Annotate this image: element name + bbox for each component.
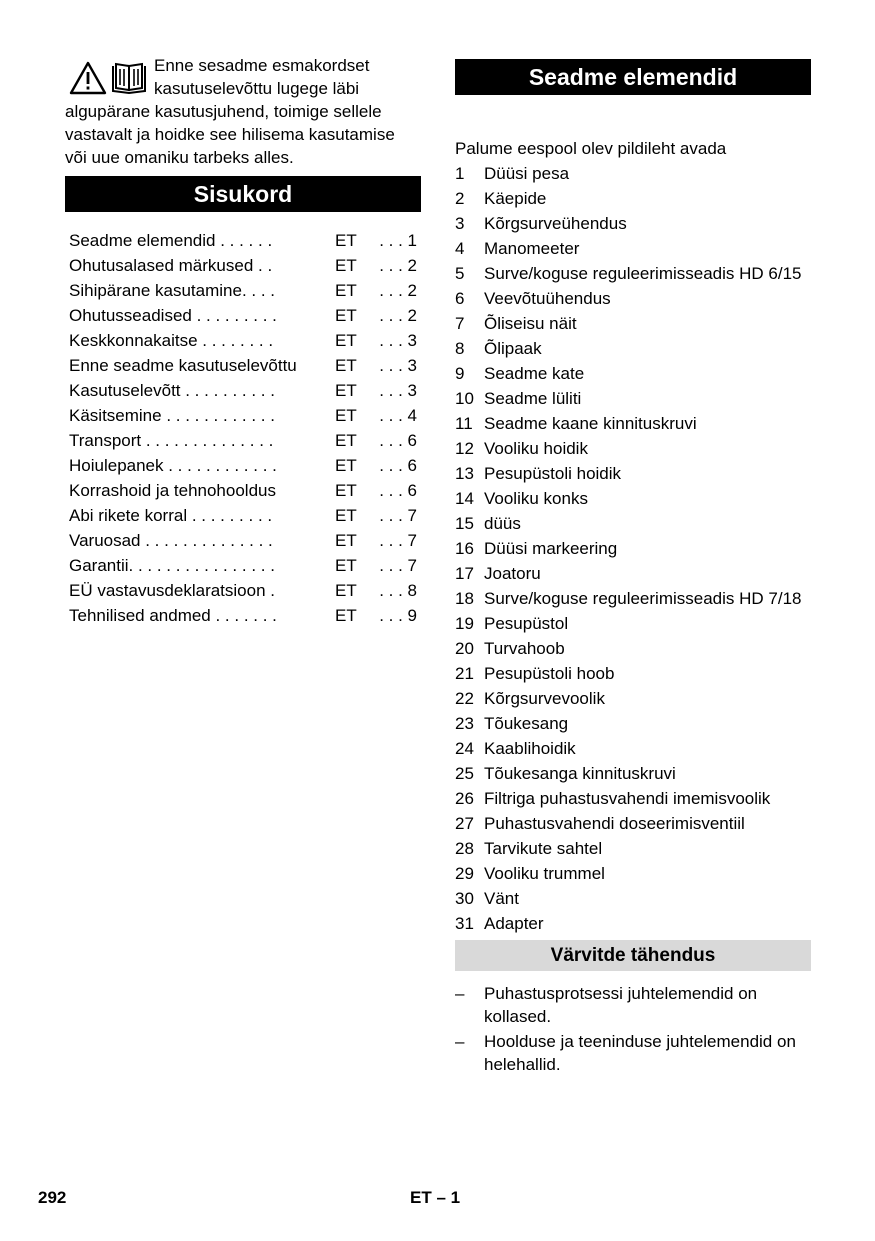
list-item: [455, 912, 811, 935]
item-number: 6: [455, 289, 465, 308]
toc-entry-title: Käsitsemine . . . . . . . . . . . .: [69, 406, 275, 425]
item-number: 4: [455, 239, 465, 258]
toc-row[interactable]: [65, 228, 421, 253]
item-label: Vooliku konks: [484, 489, 588, 508]
toc-row[interactable]: [65, 403, 421, 428]
toc-entry-page: . . . 3: [379, 331, 417, 350]
toc-entry-title: Transport . . . . . . . . . . . . . .: [69, 431, 274, 450]
toc-entry-lang: ET: [335, 506, 357, 525]
toc-entry-lang: ET: [335, 381, 357, 400]
toc-entry-title: Ohutusalased märkused . .: [69, 256, 273, 275]
item-number: 17: [455, 564, 474, 583]
item-number: 28: [455, 839, 474, 858]
item-label: Kõrgsurvevoolik: [484, 689, 605, 708]
list-item: [455, 262, 811, 285]
item-label: Õliseisu näit: [484, 314, 577, 333]
left-column: [65, 54, 421, 628]
toc-row[interactable]: [65, 453, 421, 478]
item-label: Filtriga puhastusvahendi imemisvoolik: [484, 789, 771, 808]
item-number: 25: [455, 764, 474, 783]
warning-icons: [69, 57, 148, 95]
colors-notes: [455, 982, 811, 1076]
toc-entry-lang: ET: [335, 431, 357, 450]
list-item: [455, 412, 811, 435]
right-column: [455, 59, 811, 1078]
item-label: Kaablihoidik: [484, 739, 576, 758]
list-item: [455, 862, 811, 885]
toc-entry-lang: ET: [335, 406, 357, 425]
list-item: [455, 887, 811, 910]
table-of-contents: [65, 228, 421, 628]
list-item: [455, 982, 811, 1028]
toc-entry-page: . . . 4: [379, 406, 417, 425]
toc-entry-lang: ET: [335, 531, 357, 550]
toc-entry-page: . . . 3: [379, 381, 417, 400]
page-number: 292: [38, 1188, 67, 1207]
item-number: 29: [455, 864, 474, 883]
item-label: Seadme kate: [484, 364, 585, 383]
item-label: Surve/koguse reguleerimisseadis HD 7/18: [484, 589, 802, 608]
toc-entry-page: . . . 7: [379, 531, 417, 550]
toc-entry-page: . . . 3: [379, 356, 417, 375]
item-number: 15: [455, 514, 474, 533]
item-label: Õlipaak: [484, 339, 542, 358]
toc-entry-lang: ET: [335, 356, 357, 375]
toc-entry-page: . . . 7: [379, 556, 417, 575]
list-item: [455, 637, 811, 660]
section-code: ET – 1: [410, 1188, 461, 1207]
list-item: [455, 587, 811, 610]
note-text: Hoolduse ja teeninduse juhtelemendid on helehallid.: [484, 1032, 796, 1074]
list-item: [455, 712, 811, 735]
toc-row[interactable]: [65, 303, 421, 328]
list-item: [455, 687, 811, 710]
list-item: [455, 237, 811, 260]
list-item: [455, 662, 811, 685]
item-number: 10: [455, 389, 474, 408]
item-number: 24: [455, 739, 474, 758]
item-label: Surve/koguse reguleerimisseadis HD 6/15: [484, 264, 802, 283]
toc-entry-lang: ET: [335, 231, 357, 250]
item-number: 3: [455, 214, 465, 233]
item-label: Vooliku trummel: [484, 864, 605, 883]
item-label: Manomeeter: [484, 239, 580, 258]
item-number: 5: [455, 264, 465, 283]
item-number: 12: [455, 439, 474, 458]
item-label: Tõukesang: [484, 714, 569, 733]
list-item: [455, 612, 811, 635]
item-label: Vänt: [484, 889, 519, 908]
list-item: [455, 212, 811, 235]
item-number: 18: [455, 589, 474, 608]
toc-entry-title: EÜ vastavusdeklaratsioon .: [69, 581, 275, 600]
list-item: [455, 737, 811, 760]
toc-entry-page: . . . 6: [379, 431, 417, 450]
bullet-dash: –: [455, 1032, 465, 1051]
toc-entry-lang: ET: [335, 306, 357, 325]
item-label: düüs: [484, 514, 521, 533]
list-item: [455, 387, 811, 410]
toc-entry-title: Hoiulepanek . . . . . . . . . . . .: [69, 456, 277, 475]
warning-text: Enne sesadme esmakordset kasutuselevõttu lugege läbi algupärane kasutusjuhend, toimige sellele vastavalt ja hoidke see hilisema kasutamise või uue omaniku tarbeks alles.: [65, 56, 395, 167]
toc-row[interactable]: [65, 278, 421, 303]
toc-entry-page: . . . 2: [379, 256, 417, 275]
item-number: 21: [455, 664, 474, 683]
list-item: [455, 512, 811, 535]
item-label: Pesupüstol: [484, 614, 569, 633]
item-label: Pesupüstoli hoidik: [484, 464, 622, 483]
list-item: [455, 362, 811, 385]
item-number: 27: [455, 814, 474, 833]
item-label: Joatoru: [484, 564, 541, 583]
list-item: [455, 312, 811, 335]
item-label: Pesupüstoli hoob: [484, 664, 615, 683]
colors-heading: Värvitde tähendus: [455, 940, 811, 971]
toc-entry-page: . . . 2: [379, 281, 417, 300]
toc-row[interactable]: [65, 528, 421, 553]
elements-heading: Seadme elemendid: [455, 59, 811, 95]
elements-intro: Palume eespool olev pildileht avada: [455, 139, 727, 158]
toc-row[interactable]: [65, 503, 421, 528]
toc-entry-page: . . . 7: [379, 506, 417, 525]
item-label: Turvahoob: [484, 639, 565, 658]
toc-entry-lang: ET: [335, 256, 357, 275]
item-label: Veevõtuühendus: [484, 289, 611, 308]
toc-entry-title: Tehnilised andmed . . . . . . .: [69, 606, 277, 625]
item-number: 16: [455, 539, 474, 558]
list-item: [455, 562, 811, 585]
toc-entry-title: Sihipärane kasutamine. . . .: [69, 281, 276, 300]
item-number: 23: [455, 714, 474, 733]
note-text: Puhastusprotsessi juhtelemendid on kollased.: [484, 984, 758, 1026]
toc-entry-title: Seadme elemendid . . . . . .: [69, 231, 273, 250]
toc-entry-page: . . . 8: [379, 581, 417, 600]
toc-row[interactable]: [65, 578, 421, 603]
item-label: Käepide: [484, 189, 547, 208]
item-label: Seadme kaane kinnituskruvi: [484, 414, 697, 433]
toc-entry-page: . . . 6: [379, 456, 417, 475]
toc-row[interactable]: [65, 353, 421, 378]
item-label: Puhastusvahendi doseerimisventiil: [484, 814, 745, 833]
toc-row[interactable]: [65, 603, 421, 628]
toc-row[interactable]: [65, 478, 421, 503]
item-number: 11: [455, 414, 473, 433]
toc-row[interactable]: [65, 553, 421, 578]
warning-triangle-icon: [69, 61, 107, 95]
list-item: [455, 487, 811, 510]
toc-entry-lang: ET: [335, 456, 357, 475]
toc-row[interactable]: [65, 428, 421, 453]
item-number: 26: [455, 789, 474, 808]
toc-entry-lang: ET: [335, 281, 357, 300]
warning-notice: [65, 54, 421, 169]
item-label: Adapter: [484, 914, 544, 933]
item-number: 14: [455, 489, 474, 508]
item-number: 19: [455, 614, 474, 633]
list-item: [455, 187, 811, 210]
item-label: Kõrgsurveühendus: [484, 214, 627, 233]
toc-entry-title: Garantii. . . . . . . . . . . . . . . .: [69, 556, 275, 575]
list-item: [455, 287, 811, 310]
item-number: 2: [455, 189, 465, 208]
toc-entry-page: . . . 6: [379, 481, 417, 500]
item-label: Düüsi markeering: [484, 539, 618, 558]
list-item: [455, 337, 811, 360]
item-number: 22: [455, 689, 474, 708]
toc-row[interactable]: [65, 328, 421, 353]
item-number: 8: [455, 339, 465, 358]
list-item: [455, 162, 811, 185]
toc-entry-title: Korrashoid ja tehnohooldus: [69, 481, 276, 500]
toc-entry-lang: ET: [335, 331, 357, 350]
parts-list: [455, 162, 811, 935]
list-item: [455, 837, 811, 860]
toc-entry-page: . . . 1: [379, 231, 417, 250]
toc-entry-title: Kasutuselevõtt . . . . . . . . . .: [69, 381, 275, 400]
toc-entry-lang: ET: [335, 481, 357, 500]
item-label: Seadme lüliti: [484, 389, 582, 408]
list-item: [455, 462, 811, 485]
item-label: Düüsi pesa: [484, 164, 570, 183]
toc-row[interactable]: [65, 378, 421, 403]
item-number: 20: [455, 639, 474, 658]
item-label: Tõukesanga kinnituskruvi: [484, 764, 676, 783]
item-number: 30: [455, 889, 474, 908]
toc-entry-page: . . . 2: [379, 306, 417, 325]
list-item: [455, 812, 811, 835]
toc-entry-title: Abi rikete korral . . . . . . . . .: [69, 506, 273, 525]
item-label: Tarvikute sahtel: [484, 839, 603, 858]
item-number: 9: [455, 364, 465, 383]
toc-entry-title: Varuosad . . . . . . . . . . . . . .: [69, 531, 273, 550]
bullet-dash: –: [455, 984, 465, 1003]
manual-book-icon: [110, 61, 148, 95]
item-number: 1: [455, 164, 465, 183]
list-item: [455, 437, 811, 460]
toc-entry-lang: ET: [335, 606, 357, 625]
item-number: 13: [455, 464, 474, 483]
toc-entry-lang: ET: [335, 556, 357, 575]
toc-row[interactable]: [65, 253, 421, 278]
list-item: [455, 787, 811, 810]
toc-entry-title: Keskkonnakaitse . . . . . . . .: [69, 331, 274, 350]
item-label: Vooliku hoidik: [484, 439, 588, 458]
toc-entry-page: . . . 9: [379, 606, 417, 625]
toc-entry-lang: ET: [335, 581, 357, 600]
item-number: 7: [455, 314, 465, 333]
list-item: [455, 1030, 811, 1076]
list-item: [455, 537, 811, 560]
item-number: 31: [455, 914, 474, 933]
toc-entry-title: Enne seadme kasutuselevõttu: [69, 356, 297, 375]
toc-heading: Sisukord: [65, 176, 421, 212]
list-item: [455, 762, 811, 785]
toc-entry-title: Ohutusseadised . . . . . . . . .: [69, 306, 277, 325]
